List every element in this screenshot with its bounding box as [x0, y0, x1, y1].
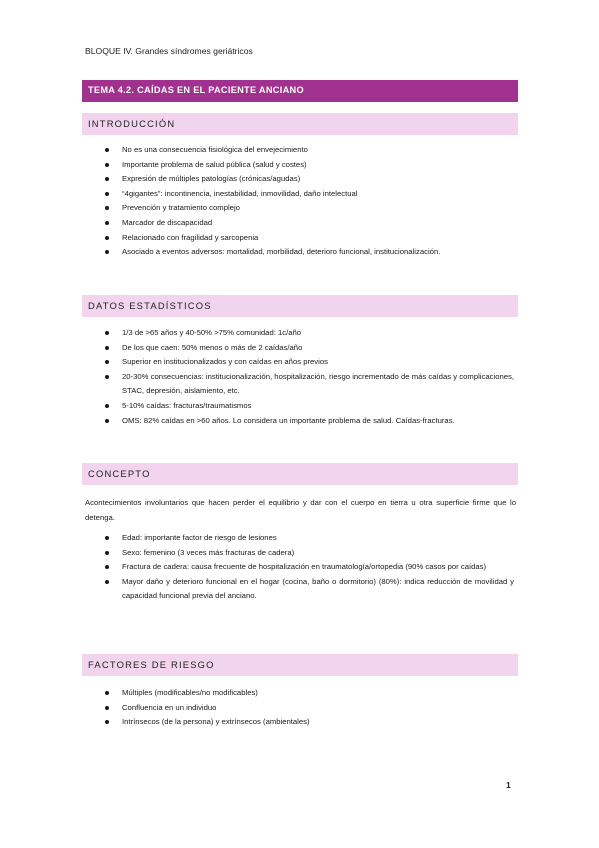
list-item: Importante problema de salud pública (salud y costes): [82, 158, 518, 173]
list-item: Múltiples (modificables/no modificables): [82, 686, 518, 701]
running-header: BLOQUE IV. Grandes síndromes geriátricos: [85, 46, 253, 56]
list-item: No es una consecuencia fisiológica del envejecimiento: [82, 143, 518, 158]
section-introduccion-heading: INTRODUCCIÓN: [82, 113, 518, 135]
list-item: Expresión de múltiples patologías (crónicas/agudas): [82, 172, 518, 187]
introduccion-list: [82, 143, 518, 260]
list-item: Mayor daño y deterioro funcional en el hogar (cocina, baño o dormitorio) (80%): indica reducción de movilidad y capacidad funcional previa del anciano.: [82, 575, 518, 604]
section-datos-heading: DATOS ESTADÍSTICOS: [82, 295, 518, 317]
list-item: 5-10% caídas: fracturas/traumatismos: [82, 399, 518, 414]
section-concepto-heading: CONCEPTO: [82, 463, 518, 485]
list-item: Marcador de discapacidad: [82, 216, 518, 231]
list-item: Relacionado con fragilidad y sarcopenia: [82, 231, 518, 246]
list-item: Edad: importante factor de riesgo de lesiones: [82, 531, 518, 546]
page-number: 1: [506, 780, 511, 790]
list-item: Prevención y tratamiento complejo: [82, 201, 518, 216]
concepto-list: [82, 531, 518, 604]
list-item: Superior en institucionalizados y con caídas en años previos: [82, 355, 518, 370]
section-factores-heading: FACTORES DE RIESGO: [82, 654, 518, 676]
list-item: Intrínsecos (de la persona) y extrínsecos (ambientales): [82, 715, 518, 730]
list-item: OMS: 82% caídas en >60 años. Lo considera un importante problema de salud. Caídas-fracturas.: [82, 414, 518, 429]
factores-list: [82, 686, 518, 730]
list-item: 1/3 de >65 años y 40-50% >75% comunidad: 1c/año: [82, 326, 518, 341]
concepto-paragraph: Acontecimientos involuntarios que hacen perder el equilibrio y dar con el cuerpo en tierra u otra superficie firme que lo detenga.: [85, 498, 516, 522]
list-item: Fractura de cadera: causa frecuente de hospitalización en traumatología/ortopedia (90% casos por caídas): [82, 560, 518, 575]
list-item: De los que caen: 50% menos o más de 2 caídas/año: [82, 341, 518, 356]
datos-list: [82, 326, 518, 428]
list-item: Sexo: femenino (3 veces más fracturas de cadera): [82, 546, 518, 561]
list-item: Asociado a eventos adversos: mortalidad, morbilidad, deterioro funcional, institucionalización.: [82, 245, 518, 260]
tema-title-bar: TEMA 4.2. CAÍDAS EN EL PACIENTE ANCIANO: [82, 80, 518, 102]
list-item: Confluencia en un individuo: [82, 701, 518, 716]
list-item: 20-30% consecuencias: institucionalización, hospitalización, riesgo incrementado de más caídas y complicaciones, STAC, depresión, aislamiento, etc.: [82, 370, 518, 399]
list-item: “4gigantes”: incontinencia, inestabilidad, inmovilidad, daño intelectual: [82, 187, 518, 202]
